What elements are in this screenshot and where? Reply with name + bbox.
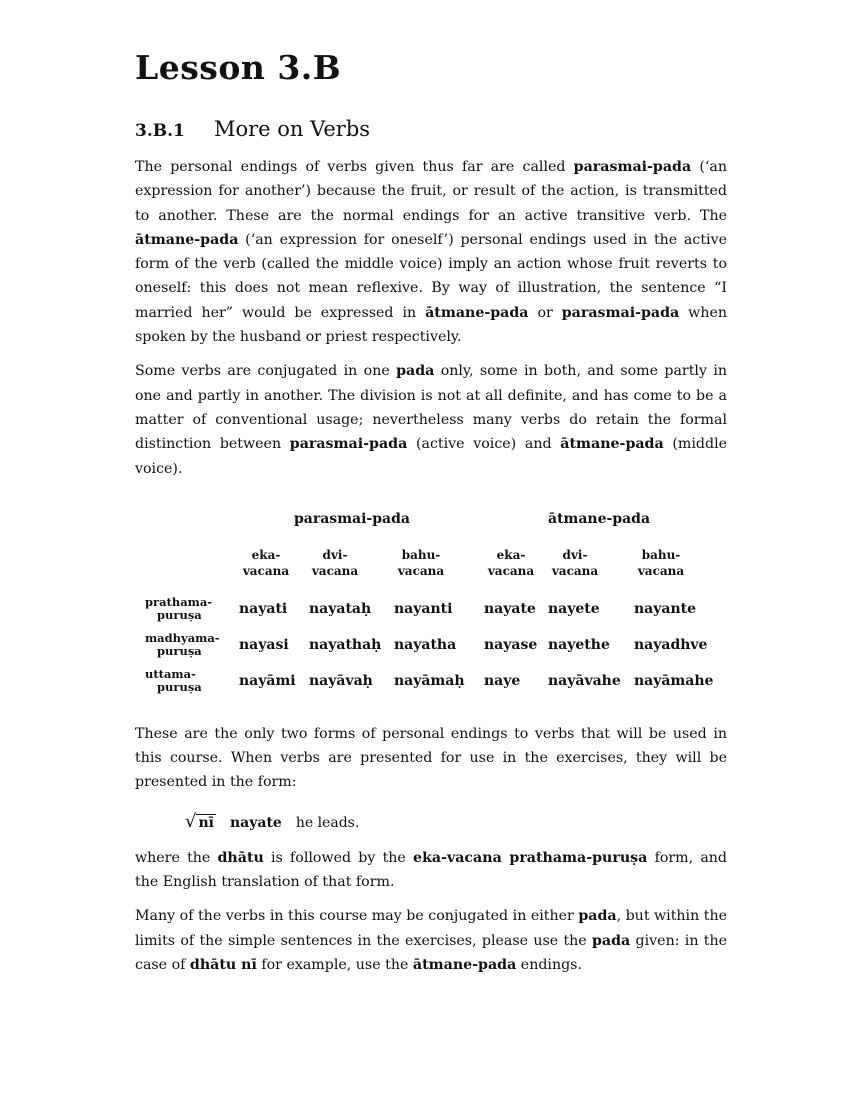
paragraph-5 bbox=[135, 904, 727, 977]
conjugation-table bbox=[135, 499, 727, 704]
section-title: More on Verbs bbox=[214, 117, 371, 141]
table-cell: nayase bbox=[484, 636, 538, 653]
row-label-prathama: prathama- puruṣa bbox=[145, 594, 213, 622]
text-run: Many of the verbs in this course may be conjugated in either bbox=[135, 908, 579, 925]
text-run: is followed by the bbox=[263, 849, 414, 866]
group-header-atmane: ātmane-pada bbox=[548, 510, 651, 527]
text-run: form, and the English translation of that form. bbox=[135, 849, 727, 891]
term: dhātu bbox=[217, 849, 264, 866]
table-cell: nayāvahe bbox=[548, 672, 621, 689]
table-cell: nayāvaḥ bbox=[309, 672, 373, 689]
root-entry bbox=[185, 811, 216, 832]
table-cell: nayāmahe bbox=[634, 672, 714, 689]
term: pada bbox=[578, 908, 617, 925]
term: eka-vacana prathama-puruṣa bbox=[413, 849, 648, 866]
table-cell: nayāmi bbox=[239, 672, 296, 689]
paragraph-4 bbox=[135, 846, 727, 895]
col-header: eka- vacana bbox=[487, 547, 535, 578]
col-header: bahu- vacana bbox=[637, 547, 685, 578]
table-cell: nayate bbox=[484, 600, 536, 617]
table-cell: nayasi bbox=[239, 636, 289, 653]
text-run: given: in the case of bbox=[135, 932, 727, 973]
row-label-uttama: uttama- puruṣa bbox=[145, 666, 202, 694]
text-run: when spoken by the husband or priest respectively. bbox=[135, 304, 727, 346]
table-cell: nayanti bbox=[394, 600, 453, 617]
term: ātmane-pada bbox=[425, 304, 529, 321]
text-run: where the bbox=[135, 849, 218, 866]
table-cell: nayati bbox=[239, 600, 288, 617]
text-run: (active voice) and bbox=[407, 436, 561, 453]
paragraph-1 bbox=[135, 155, 727, 349]
term: dhātu nī bbox=[189, 956, 257, 973]
text-run: (middle voice). bbox=[135, 436, 727, 477]
table-cell: nayadhve bbox=[634, 636, 708, 653]
term: ātmane-pada bbox=[412, 956, 517, 973]
table-cell: nayante bbox=[634, 600, 697, 617]
table-cell: nayāmaḥ bbox=[394, 672, 465, 689]
term: ātmane-pada bbox=[560, 436, 664, 453]
text-run: (‘an expression for oneself’) personal endings used in the active form of the verb (called the middle voice) imply an action whose fruit reverts to oneself: this does not mean reflexive. By way of illustration, the sentence “I married her” would be expressed in bbox=[135, 231, 727, 321]
text-run: for example, use the bbox=[256, 956, 413, 973]
table-cell: nayete bbox=[548, 600, 600, 617]
text-run: Some verbs are conjugated in one bbox=[135, 363, 397, 380]
table-cell: nayatha bbox=[394, 636, 457, 653]
text-run: , but within the limits of the simple sentences in the exercises, please use the bbox=[135, 908, 727, 949]
lesson-title: Lesson 3.B bbox=[135, 48, 342, 87]
text-run: or bbox=[528, 304, 562, 321]
paragraph-2 bbox=[135, 359, 727, 480]
example-entry bbox=[185, 811, 727, 832]
text-run: The personal endings of verbs given thus far are called bbox=[135, 159, 574, 175]
col-header: bahu- vacana bbox=[397, 547, 445, 578]
col-header: dvi- vacana bbox=[551, 547, 599, 578]
table-cell: naye bbox=[484, 672, 521, 689]
text-run: only, some in both, and some partly in one and partly in another. The division is not at all definite, and has come to be a matter of conventional usage; nevertheless many verbs do retain the formal distinction between bbox=[135, 363, 728, 453]
example-gloss: he leads. bbox=[295, 814, 360, 831]
section-heading bbox=[135, 117, 727, 141]
term: pada bbox=[396, 363, 435, 380]
group-header-parasmai: parasmai-pada bbox=[294, 510, 410, 527]
text-run: endings. bbox=[516, 956, 582, 973]
table-cell: nayathaḥ bbox=[309, 636, 382, 653]
term: pada bbox=[592, 932, 631, 949]
text-run: (‘an expression for another’) because the fruit, or result of the action, is transmitted to another. These are the normal endings for an active transitive verb. The bbox=[135, 159, 727, 224]
term: parasmai-pada bbox=[561, 304, 680, 321]
term: ātmane-pada bbox=[135, 231, 239, 248]
table-cell: nayethe bbox=[548, 636, 610, 653]
section-number: 3.B.1 bbox=[135, 121, 185, 141]
root-word: nī bbox=[198, 814, 214, 831]
col-header: eka- vacana bbox=[242, 547, 290, 578]
example-form: nayate bbox=[229, 814, 282, 831]
row-label-madhyama: madhyama- puruṣa bbox=[145, 630, 220, 658]
paragraph-3: These are the only two forms of personal endings to verbs that will be used in this course. When verbs are presented for use in the exercises, they will be presented in the form: bbox=[135, 725, 727, 791]
col-header: dvi- vacana bbox=[311, 547, 359, 578]
table-cell: nayataḥ bbox=[309, 600, 372, 617]
term: parasmai-pada bbox=[573, 159, 692, 175]
document-page bbox=[135, 48, 727, 977]
root-sign: √ bbox=[185, 810, 197, 832]
term: parasmai-pada bbox=[289, 436, 408, 453]
